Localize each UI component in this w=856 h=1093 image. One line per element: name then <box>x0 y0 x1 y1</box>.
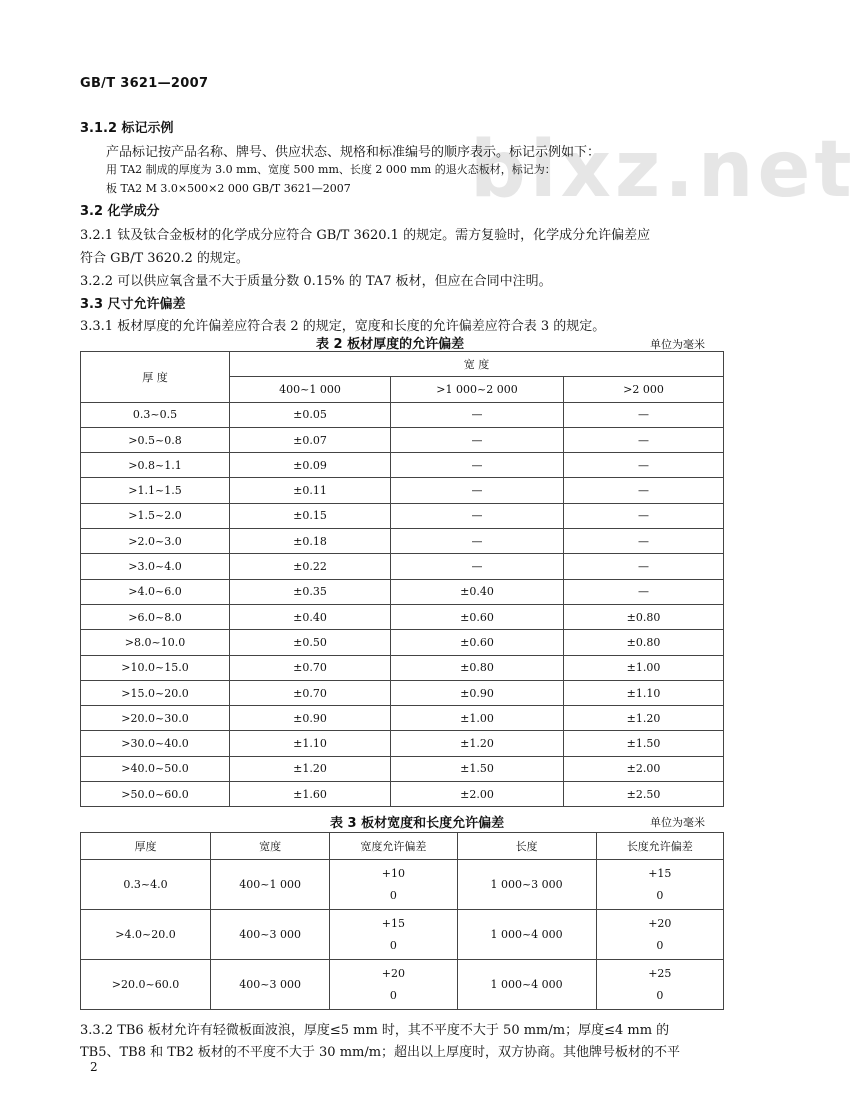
tolerance-cell: — <box>564 579 724 604</box>
tolerance-cell: — <box>564 529 724 554</box>
tolerance-cell: ±2.00 <box>391 782 564 807</box>
table-row <box>81 478 724 503</box>
marking-description: 产品标记按产品名称、牌号、供应状态、规格和标准编号的顺序表示。标记示例如下： <box>106 145 601 160</box>
table-row <box>81 756 724 781</box>
length-cell: 1 000~4 000 <box>457 910 596 960</box>
tolerance-cell: ±2.50 <box>564 782 724 807</box>
tolerance-cell: — <box>564 427 724 452</box>
table-2-unit: 单位为毫米 <box>650 338 705 351</box>
clause-3-3-2-line1: 3.3.2 TB6 板材允许有轻微板面波浪，厚度≤5 mm 时，其不平度不大于 50 mm/m；厚度≤4 mm 的 <box>80 1023 670 1038</box>
table-2-thickness-header: 厚 度 <box>81 352 230 403</box>
tolerance-cell: ±0.22 <box>230 554 391 579</box>
watermark: bixz.net <box>470 125 856 215</box>
table-row <box>81 706 724 731</box>
clause-3-2-1-line1: 3.2.1 钛及钛合金板材的化学成分应符合 GB/T 3620.1 的规定。需方复验时，化学成分允许偏差应 <box>80 228 651 243</box>
table-3-header: 厚度 <box>81 833 211 860</box>
thickness-cell: >4.0~20.0 <box>81 910 211 960</box>
lower-deviation: 0 <box>656 888 664 902</box>
length-cell: 1 000~4 000 <box>457 960 596 1010</box>
thickness-cell: >0.5~0.8 <box>81 427 230 452</box>
tolerance-cell: ±1.60 <box>230 782 391 807</box>
lower-deviation: 0 <box>656 938 664 952</box>
length-deviation-cell <box>596 960 723 1010</box>
thickness-cell: >1.1~1.5 <box>81 478 230 503</box>
marking-example: 板 TA2 M 3.0×500×2 000 GB/T 3621—2007 <box>106 182 351 195</box>
upper-deviation: +15 <box>648 866 672 880</box>
tolerance-cell: — <box>391 402 564 427</box>
upper-deviation: +10 <box>381 866 405 880</box>
table-3-header: 长度允许偏差 <box>596 833 723 860</box>
thickness-cell: >6.0~8.0 <box>81 604 230 629</box>
tolerance-cell: ±0.90 <box>230 706 391 731</box>
tolerance-cell: ±0.80 <box>391 655 564 680</box>
thickness-cell: >2.0~3.0 <box>81 529 230 554</box>
width-cell: 400~3 000 <box>211 960 330 1010</box>
tolerance-cell: ±0.50 <box>230 630 391 655</box>
tolerance-cell: — <box>391 529 564 554</box>
thickness-cell: >10.0~15.0 <box>81 655 230 680</box>
thickness-cell: >20.0~60.0 <box>81 960 211 1010</box>
tolerance-cell: ±1.50 <box>564 731 724 756</box>
table-row <box>81 402 724 427</box>
tolerance-cell: ±2.00 <box>564 756 724 781</box>
table-row <box>81 604 724 629</box>
table-row <box>81 655 724 680</box>
standard-header: GB/T 3621—2007 <box>80 76 209 91</box>
tolerance-cell: ±0.07 <box>230 427 391 452</box>
table-3-caption: 表 3 板材宽度和长度允许偏差 <box>330 816 505 831</box>
table-row <box>81 453 724 478</box>
thickness-cell: >15.0~20.0 <box>81 680 230 705</box>
upper-deviation: +25 <box>648 966 672 980</box>
table-3-width-length-tolerance <box>80 832 724 1010</box>
tolerance-cell: — <box>564 453 724 478</box>
table-3-header: 长度 <box>457 833 596 860</box>
thickness-cell: >0.8~1.1 <box>81 453 230 478</box>
tolerance-cell: — <box>564 554 724 579</box>
tolerance-cell: — <box>564 503 724 528</box>
lower-deviation: 0 <box>389 888 397 902</box>
tolerance-cell: ±0.40 <box>230 604 391 629</box>
upper-deviation: +20 <box>381 966 405 980</box>
table-3-header: 宽度 <box>211 833 330 860</box>
tolerance-cell: — <box>391 503 564 528</box>
tolerance-cell: ±0.70 <box>230 680 391 705</box>
tolerance-cell: ±0.05 <box>230 402 391 427</box>
tolerance-cell: ±1.10 <box>230 731 391 756</box>
table-row <box>81 529 724 554</box>
tolerance-cell: ±0.80 <box>564 604 724 629</box>
lower-deviation: 0 <box>656 988 664 1002</box>
clause-3-3-1: 3.3.1 板材厚度的允许偏差应符合表 2 的规定，宽度和长度的允许偏差应符合表 3 的规定。 <box>80 319 606 334</box>
width-cell: 400~1 000 <box>211 860 330 910</box>
clause-3-2-1-line2: 符合 GB/T 3620.2 的规定。 <box>80 251 249 266</box>
tolerance-cell: ±0.60 <box>391 604 564 629</box>
tolerance-cell: — <box>564 402 724 427</box>
table-2-width-header: 宽 度 <box>230 352 724 377</box>
table-row <box>81 427 724 452</box>
table-2-thickness-tolerance <box>80 351 724 807</box>
tolerance-cell: ±0.35 <box>230 579 391 604</box>
tolerance-cell: ±0.18 <box>230 529 391 554</box>
thickness-cell: 0.3~4.0 <box>81 860 211 910</box>
tolerance-cell: ±1.20 <box>391 731 564 756</box>
upper-deviation: +15 <box>381 916 405 930</box>
table-2-caption: 表 2 板材厚度的允许偏差 <box>316 337 465 352</box>
tolerance-cell: ±1.20 <box>230 756 391 781</box>
table-row <box>81 579 724 604</box>
width-deviation-cell <box>330 910 457 960</box>
tolerance-cell: — <box>564 478 724 503</box>
tolerance-cell: ±1.00 <box>391 706 564 731</box>
tolerance-cell: ±1.00 <box>564 655 724 680</box>
section-3-2-heading: 3.2 化学成分 <box>80 204 160 219</box>
tolerance-cell: — <box>391 453 564 478</box>
clause-3-2-2: 3.2.2 可以供应氧含量不大于质量分数 0.15% 的 TA7 板材，但应在合同中注明。 <box>80 274 552 289</box>
page-number: 2 <box>90 1060 98 1074</box>
thickness-cell: >40.0~50.0 <box>81 756 230 781</box>
table-2-width-col: >1 000~2 000 <box>391 377 564 402</box>
tolerance-cell: ±1.20 <box>564 706 724 731</box>
tolerance-cell: ±0.80 <box>564 630 724 655</box>
width-deviation-cell <box>330 860 457 910</box>
tolerance-cell: ±0.60 <box>391 630 564 655</box>
section-3-3-heading: 3.3 尺寸允许偏差 <box>80 297 186 312</box>
width-cell: 400~3 000 <box>211 910 330 960</box>
tolerance-cell: ±0.70 <box>230 655 391 680</box>
table-row <box>81 860 724 910</box>
tolerance-cell: ±0.40 <box>391 579 564 604</box>
table-row <box>81 960 724 1010</box>
tolerance-cell: — <box>391 554 564 579</box>
table-2-width-col: 400~1 000 <box>230 377 391 402</box>
upper-deviation: +20 <box>648 916 672 930</box>
tolerance-cell: ±0.11 <box>230 478 391 503</box>
table-row <box>81 910 724 960</box>
clause-3-3-2-line2: TB5、TB8 和 TB2 板材的不平度不大于 30 mm/m；超出以上厚度时，双方协商。其他牌号板材的不平 <box>80 1045 681 1060</box>
table-3-header: 宽度允许偏差 <box>330 833 457 860</box>
thickness-cell: >3.0~4.0 <box>81 554 230 579</box>
marking-example-intro: 用 TA2 制成的厚度为 3.0 mm、宽度 500 mm、长度 2 000 mm 的退火态板材，标记为： <box>106 163 556 176</box>
width-deviation-cell <box>330 960 457 1010</box>
tolerance-cell: ±0.09 <box>230 453 391 478</box>
length-deviation-cell <box>596 910 723 960</box>
table-row <box>81 680 724 705</box>
table-2-width-col: >2 000 <box>564 377 724 402</box>
thickness-cell: >4.0~6.0 <box>81 579 230 604</box>
tolerance-cell: — <box>391 478 564 503</box>
section-3-1-2-heading: 3.1.2 标记示例 <box>80 121 174 136</box>
lower-deviation: 0 <box>389 988 397 1002</box>
thickness-cell: >30.0~40.0 <box>81 731 230 756</box>
tolerance-cell: ±1.10 <box>564 680 724 705</box>
thickness-cell: >20.0~30.0 <box>81 706 230 731</box>
thickness-cell: >1.5~2.0 <box>81 503 230 528</box>
table-row <box>81 731 724 756</box>
length-deviation-cell <box>596 860 723 910</box>
tolerance-cell: ±1.50 <box>391 756 564 781</box>
lower-deviation: 0 <box>389 938 397 952</box>
table-3-unit: 单位为毫米 <box>650 816 705 829</box>
tolerance-cell: ±0.90 <box>391 680 564 705</box>
table-row <box>81 630 724 655</box>
length-cell: 1 000~3 000 <box>457 860 596 910</box>
table-row <box>81 782 724 807</box>
tolerance-cell: ±0.15 <box>230 503 391 528</box>
thickness-cell: >50.0~60.0 <box>81 782 230 807</box>
thickness-cell: >8.0~10.0 <box>81 630 230 655</box>
table-row <box>81 554 724 579</box>
thickness-cell: 0.3~0.5 <box>81 402 230 427</box>
table-row <box>81 503 724 528</box>
tolerance-cell: — <box>391 427 564 452</box>
